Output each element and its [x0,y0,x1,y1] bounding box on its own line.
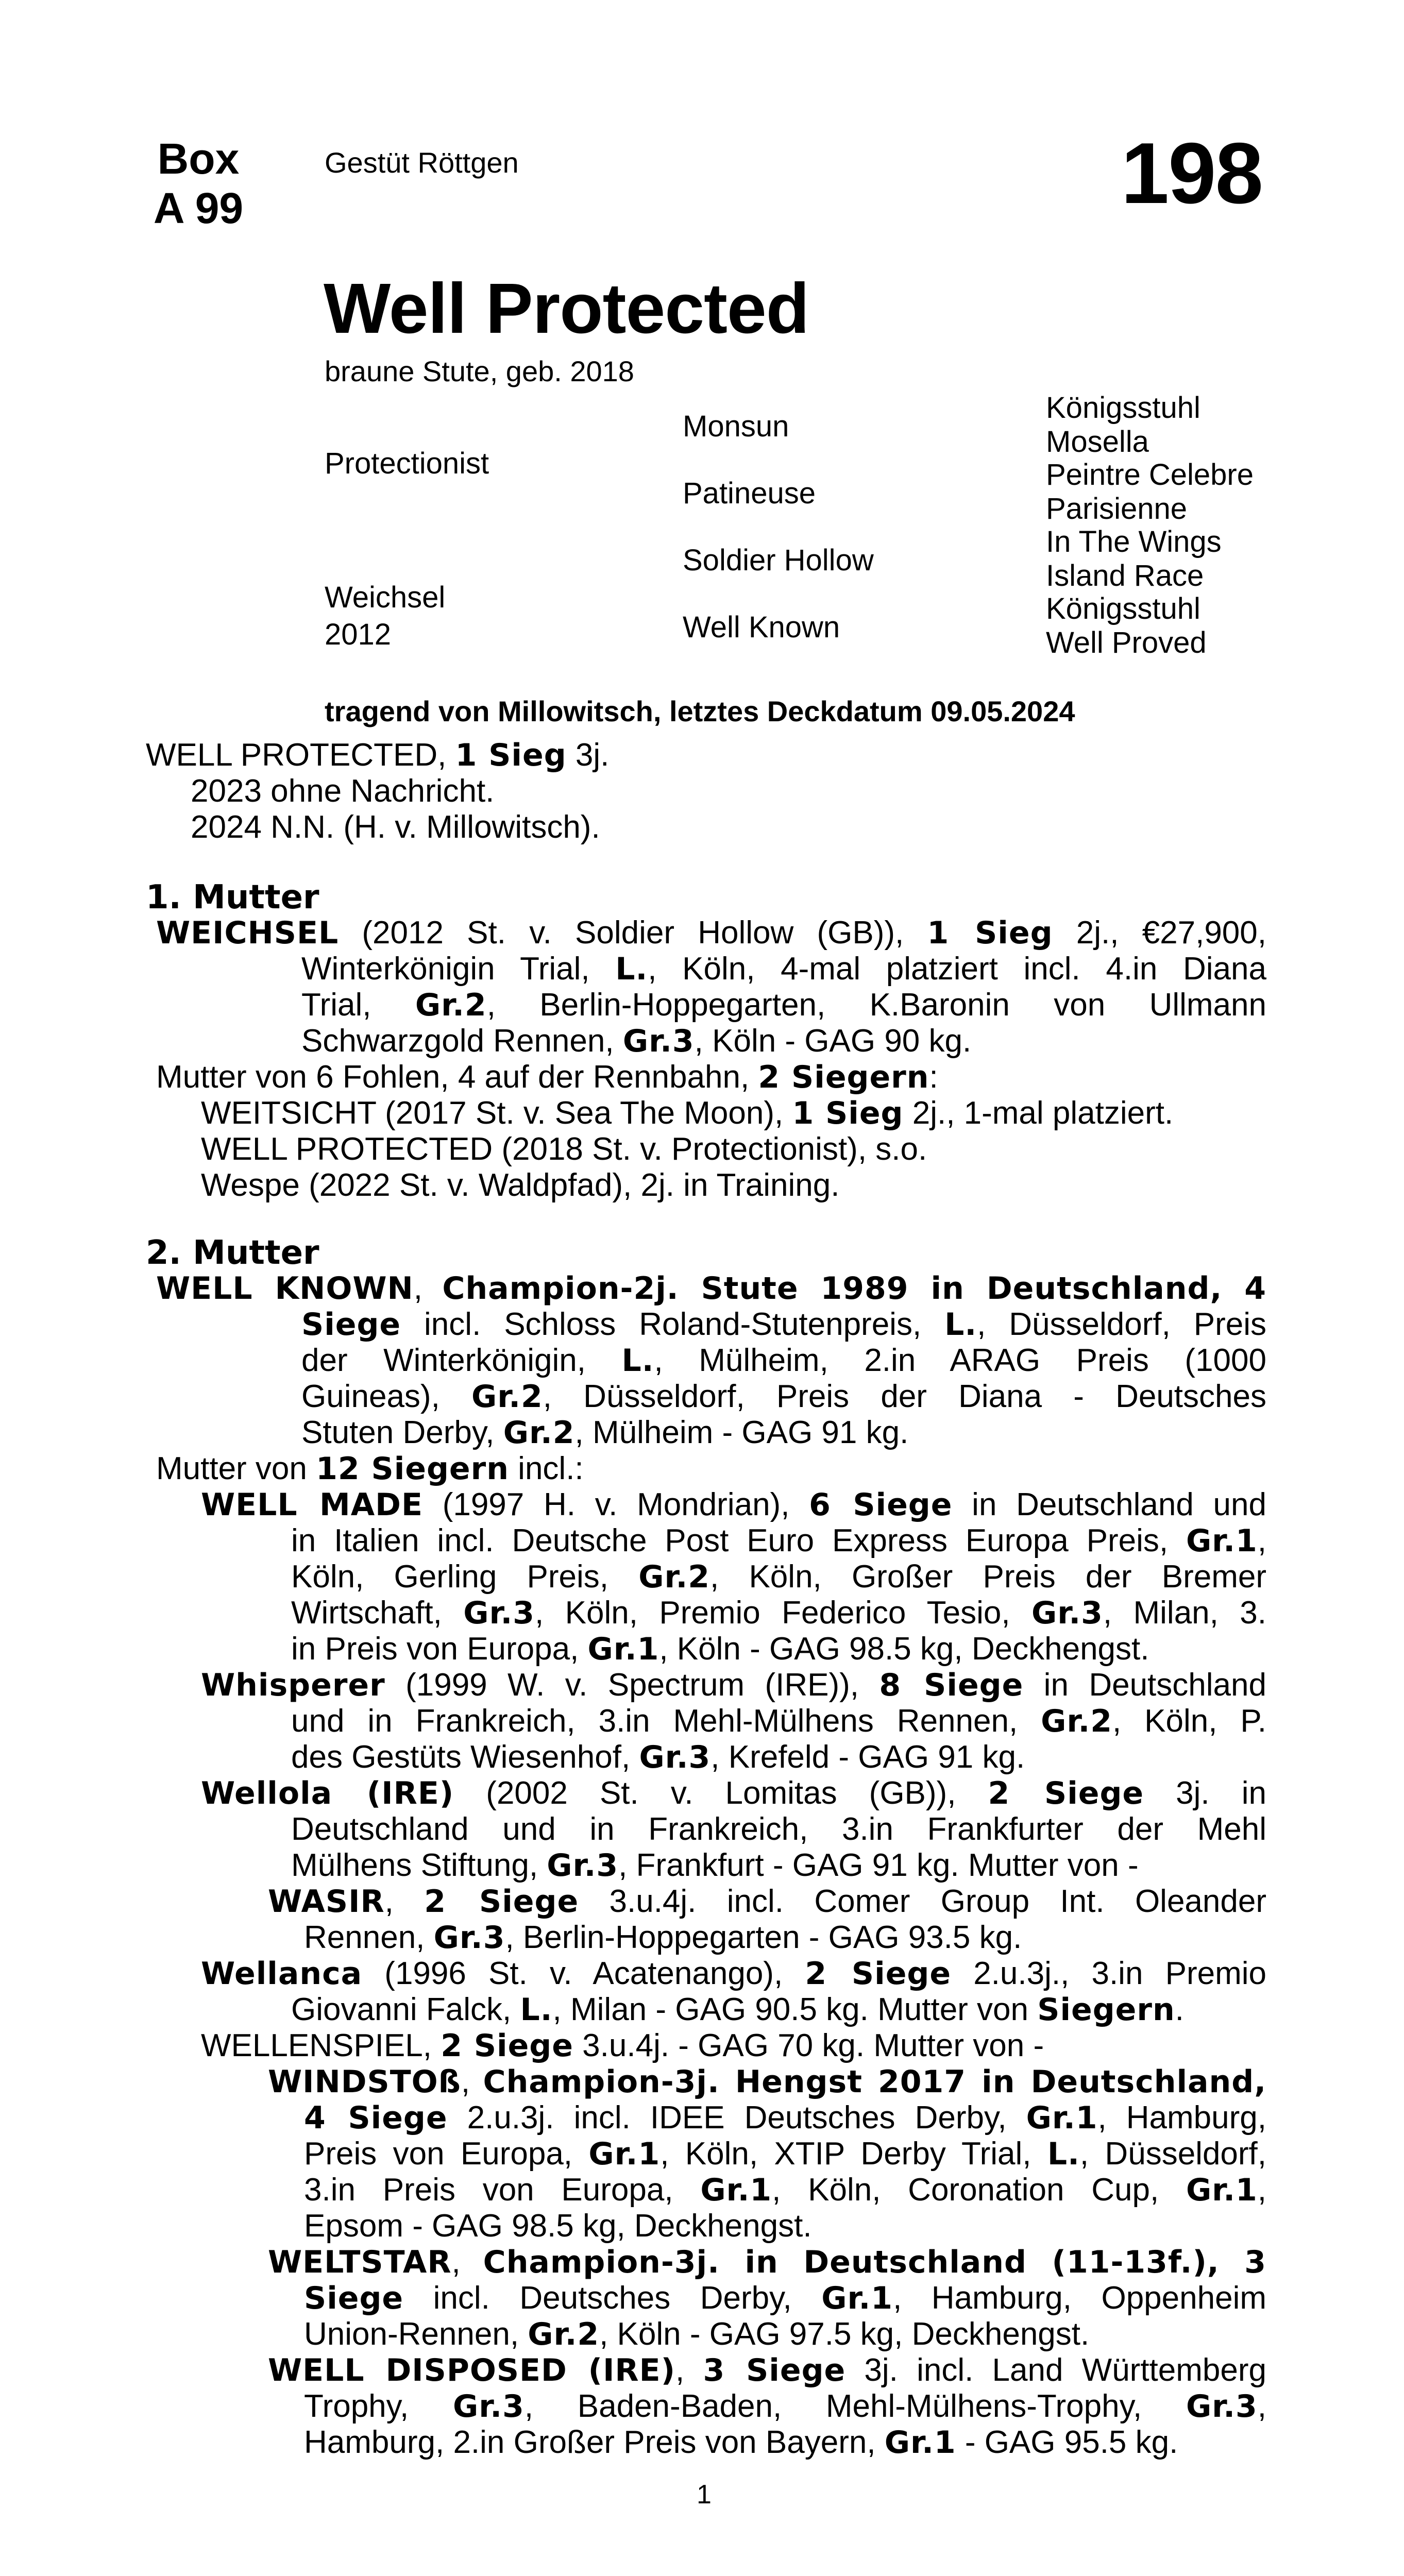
pedigree-g3-6: Island Race [1046,559,1204,592]
produce-2023: 2023 ohne Nachricht. [191,773,495,809]
first-dam-line: WEICHSEL (2012 St. v. Soldier Hollow (GB)), 1 Sieg 2j., €27,900, [156,915,1266,951]
first-dam-heading: 1. Mutter [146,878,319,917]
first-dam-offspring: WELL PROTECTED (2018 St. v. Protectionist), s.o. [201,1131,927,1167]
second-dam-heading: 2. Mutter [146,1234,319,1272]
second-dam-offspring: Wellanca (1996 St. v. Acatenango), 2 Siege 2.u.3j., 3.in Premio [201,1956,1266,1992]
second-dam-grand-offspring: Union-Rennen, Gr.2, Köln - GAG 97.5 kg, Deckhengst. [304,2316,1090,2352]
first-dam-line: Schwarzgold Rennen, Gr.3, Köln - GAG 90 kg. [301,1023,972,1059]
second-dam-offspring: Whisperer (1999 W. v. Spectrum (IRE)), 8 Siege in Deutschland [201,1667,1266,1703]
second-dam-offspring: WELL MADE (1997 H. v. Mondrian), 6 Siege in Deutschland und [201,1487,1266,1523]
second-dam-offspring: in Preis von Europa, Gr.1, Köln - GAG 98.5 kg, Deckhengst. [291,1631,1149,1667]
second-dam-offspring: Wirtschaft, Gr.3, Köln, Premio Federico Tesio, Gr.3, Milan, 3. [291,1595,1266,1631]
second-dam-grand-offspring: Siege incl. Deutsches Derby, Gr.1, Hamburg, Oppenheim [304,2280,1266,2316]
second-dam-line: der Winterkönigin, L., Mülheim, 2.in ARAG Preis (1000 [301,1343,1266,1379]
second-dam-offspring: Giovanni Falck, L., Milan - GAG 90.5 kg. Mutter von Siegern. [291,1992,1184,2028]
second-dam-offspring: in Italien incl. Deutsche Post Euro Express Europa Preis, Gr.1, [291,1523,1266,1559]
second-dam-grand-offspring: 3.in Preis von Europa, Gr.1, Köln, Coronation Cup, Gr.1, [304,2172,1266,2208]
pedigree-g3-3: Peintre Celebre [1046,458,1254,492]
second-dam-grand-offspring: 4 Siege 2.u.3j. incl. IDEE Deutsches Derby, Gr.1, Hamburg, [304,2100,1266,2136]
second-dam-offspring: Wellola (IRE) (2002 St. v. Lomitas (GB)), 2 Siege 3j. in [201,1775,1266,1811]
horse-name: Well Protected [324,269,809,348]
second-dam-grand-offspring: Rennen, Gr.3, Berlin-Hoppegarten - GAG 93.5 kg. [304,1920,1022,1956]
second-dam-grand-offspring: Epsom - GAG 98.5 kg, Deckhengst. [304,2208,812,2244]
second-dam-grand-offspring: WASIR, 2 Siege 3.u.4j. incl. Comer Group Int. Oleander [268,1884,1266,1920]
second-dam-line: WELL KNOWN, Champion-2j. Stute 1989 in Deutschland, 4 [156,1270,1267,1307]
second-dam-offspring: Köln, Gerling Preis, Gr.2, Köln, Großer Preis der Bremer [291,1559,1266,1595]
produce-2024: 2024 N.N. (H. v. Millowitsch). [191,809,600,845]
horse-description: braune Stute, geb. 2018 [325,355,634,387]
first-dam-offspring: WEITSICHT (2017 St. v. Sea The Moon), 1 Sieg 2j., 1-mal platziert. [201,1095,1174,1131]
produce-record: WELL PROTECTED, 1 Sieg 3j. [146,737,610,773]
lot-number: 198 [1121,125,1262,222]
pedigree-g3-4: Parisienne [1046,492,1188,526]
pedigree-sire: Protectionist [325,447,489,480]
second-dam-grand-offspring: Trophy, Gr.3, Baden-Baden, Mehl-Mülhens-Trophy, Gr.3, [304,2388,1266,2425]
second-dam-grand-offspring: Preis von Europa, Gr.1, Köln, XTIP Derby Trial, L., Düsseldorf, [304,2136,1267,2172]
pedigree-g3-2: Mosella [1046,425,1149,459]
second-dam-grand-offspring: WELTSTAR, Champion-3j. in Deutschland (11-13f.), 3 [268,2244,1267,2280]
pedigree-dam-year: 2012 [325,618,392,651]
second-dam-line: Guineas), Gr.2, Düsseldorf, Preis der Diana - Deutsches [301,1379,1266,1415]
first-dam-line: Trial, Gr.2, Berlin-Hoppegarten, K.Baronin von Ullmann [301,987,1266,1023]
box-label-line1: Box [157,134,240,183]
pedigree-g3-7: Königsstuhl [1046,592,1200,625]
pedigree-g3-8: Well Proved [1046,626,1207,659]
box-label-line2: A 99 [153,184,244,232]
second-dam-offspring-summary: Mutter von 12 Siegern incl.: [156,1451,584,1487]
first-dam-offspring-summary: Mutter von 6 Fohlen, 4 auf der Rennbahn, 2 Siegern: [156,1059,938,1095]
breeder-name: Gestüt Röttgen [325,146,519,179]
second-dam-offspring: Deutschland und in Frankreich, 3.in Frankfurter der Mehl [291,1811,1266,1847]
pedigree-dam: Weichsel [325,581,446,614]
first-dam-line: Winterkönigin Trial, L., Köln, 4-mal platziert incl. 4.in Diana [301,951,1266,987]
pedigree-g3-5: In The Wings [1046,525,1222,558]
second-dam-line: Siege incl. Schloss Roland-Stutenpreis, L., Düsseldorf, Preis [301,1307,1266,1343]
second-dam-grand-offspring: Hamburg, 2.in Großer Preis von Bayern, Gr.1 - GAG 95.5 kg. [304,2425,1178,2461]
pedigree-sire-sire: Monsun [683,410,789,443]
first-dam-offspring: Wespe (2022 St. v. Waldpfad), 2j. in Training. [201,1167,840,1203]
second-dam-grand-offspring: WELL DISPOSED (IRE), 3 Siege 3j. incl. Land Württemberg [268,2352,1266,2388]
second-dam-grand-offspring: WINDSTOß, Champion-3j. Hengst 2017 in Deutschland, [268,2064,1266,2100]
box-label [131,134,265,233]
second-dam-offspring: und in Frankreich, 3.in Mehl-Mülhens Rennen, Gr.2, Köln, P. [291,1703,1266,1739]
second-dam-offspring: Mülhens Stiftung, Gr.3, Frankfurt - GAG 91 kg. Mutter von - [291,1848,1139,1884]
pedigree-sire-dam: Patineuse [683,477,816,510]
pedigree-dam-sire: Soldier Hollow [683,544,874,577]
pedigree-g3-1: Königsstuhl [1046,391,1200,425]
second-dam-offspring: WELLENSPIEL, 2 Siege 3.u.4j. - GAG 70 kg. Mutter von - [201,2028,1044,2064]
pregnancy-note: tragend von Millowitsch, letztes Deckdatum 09.05.2024 [325,695,1075,727]
page-number: 1 [697,2480,712,2510]
second-dam-offspring: des Gestüts Wiesenhof, Gr.3, Krefeld - GAG 91 kg. [291,1739,1025,1775]
pedigree-dam-dam: Well Known [683,611,840,644]
second-dam-line: Stuten Derby, Gr.2, Mülheim - GAG 91 kg. [301,1415,909,1451]
